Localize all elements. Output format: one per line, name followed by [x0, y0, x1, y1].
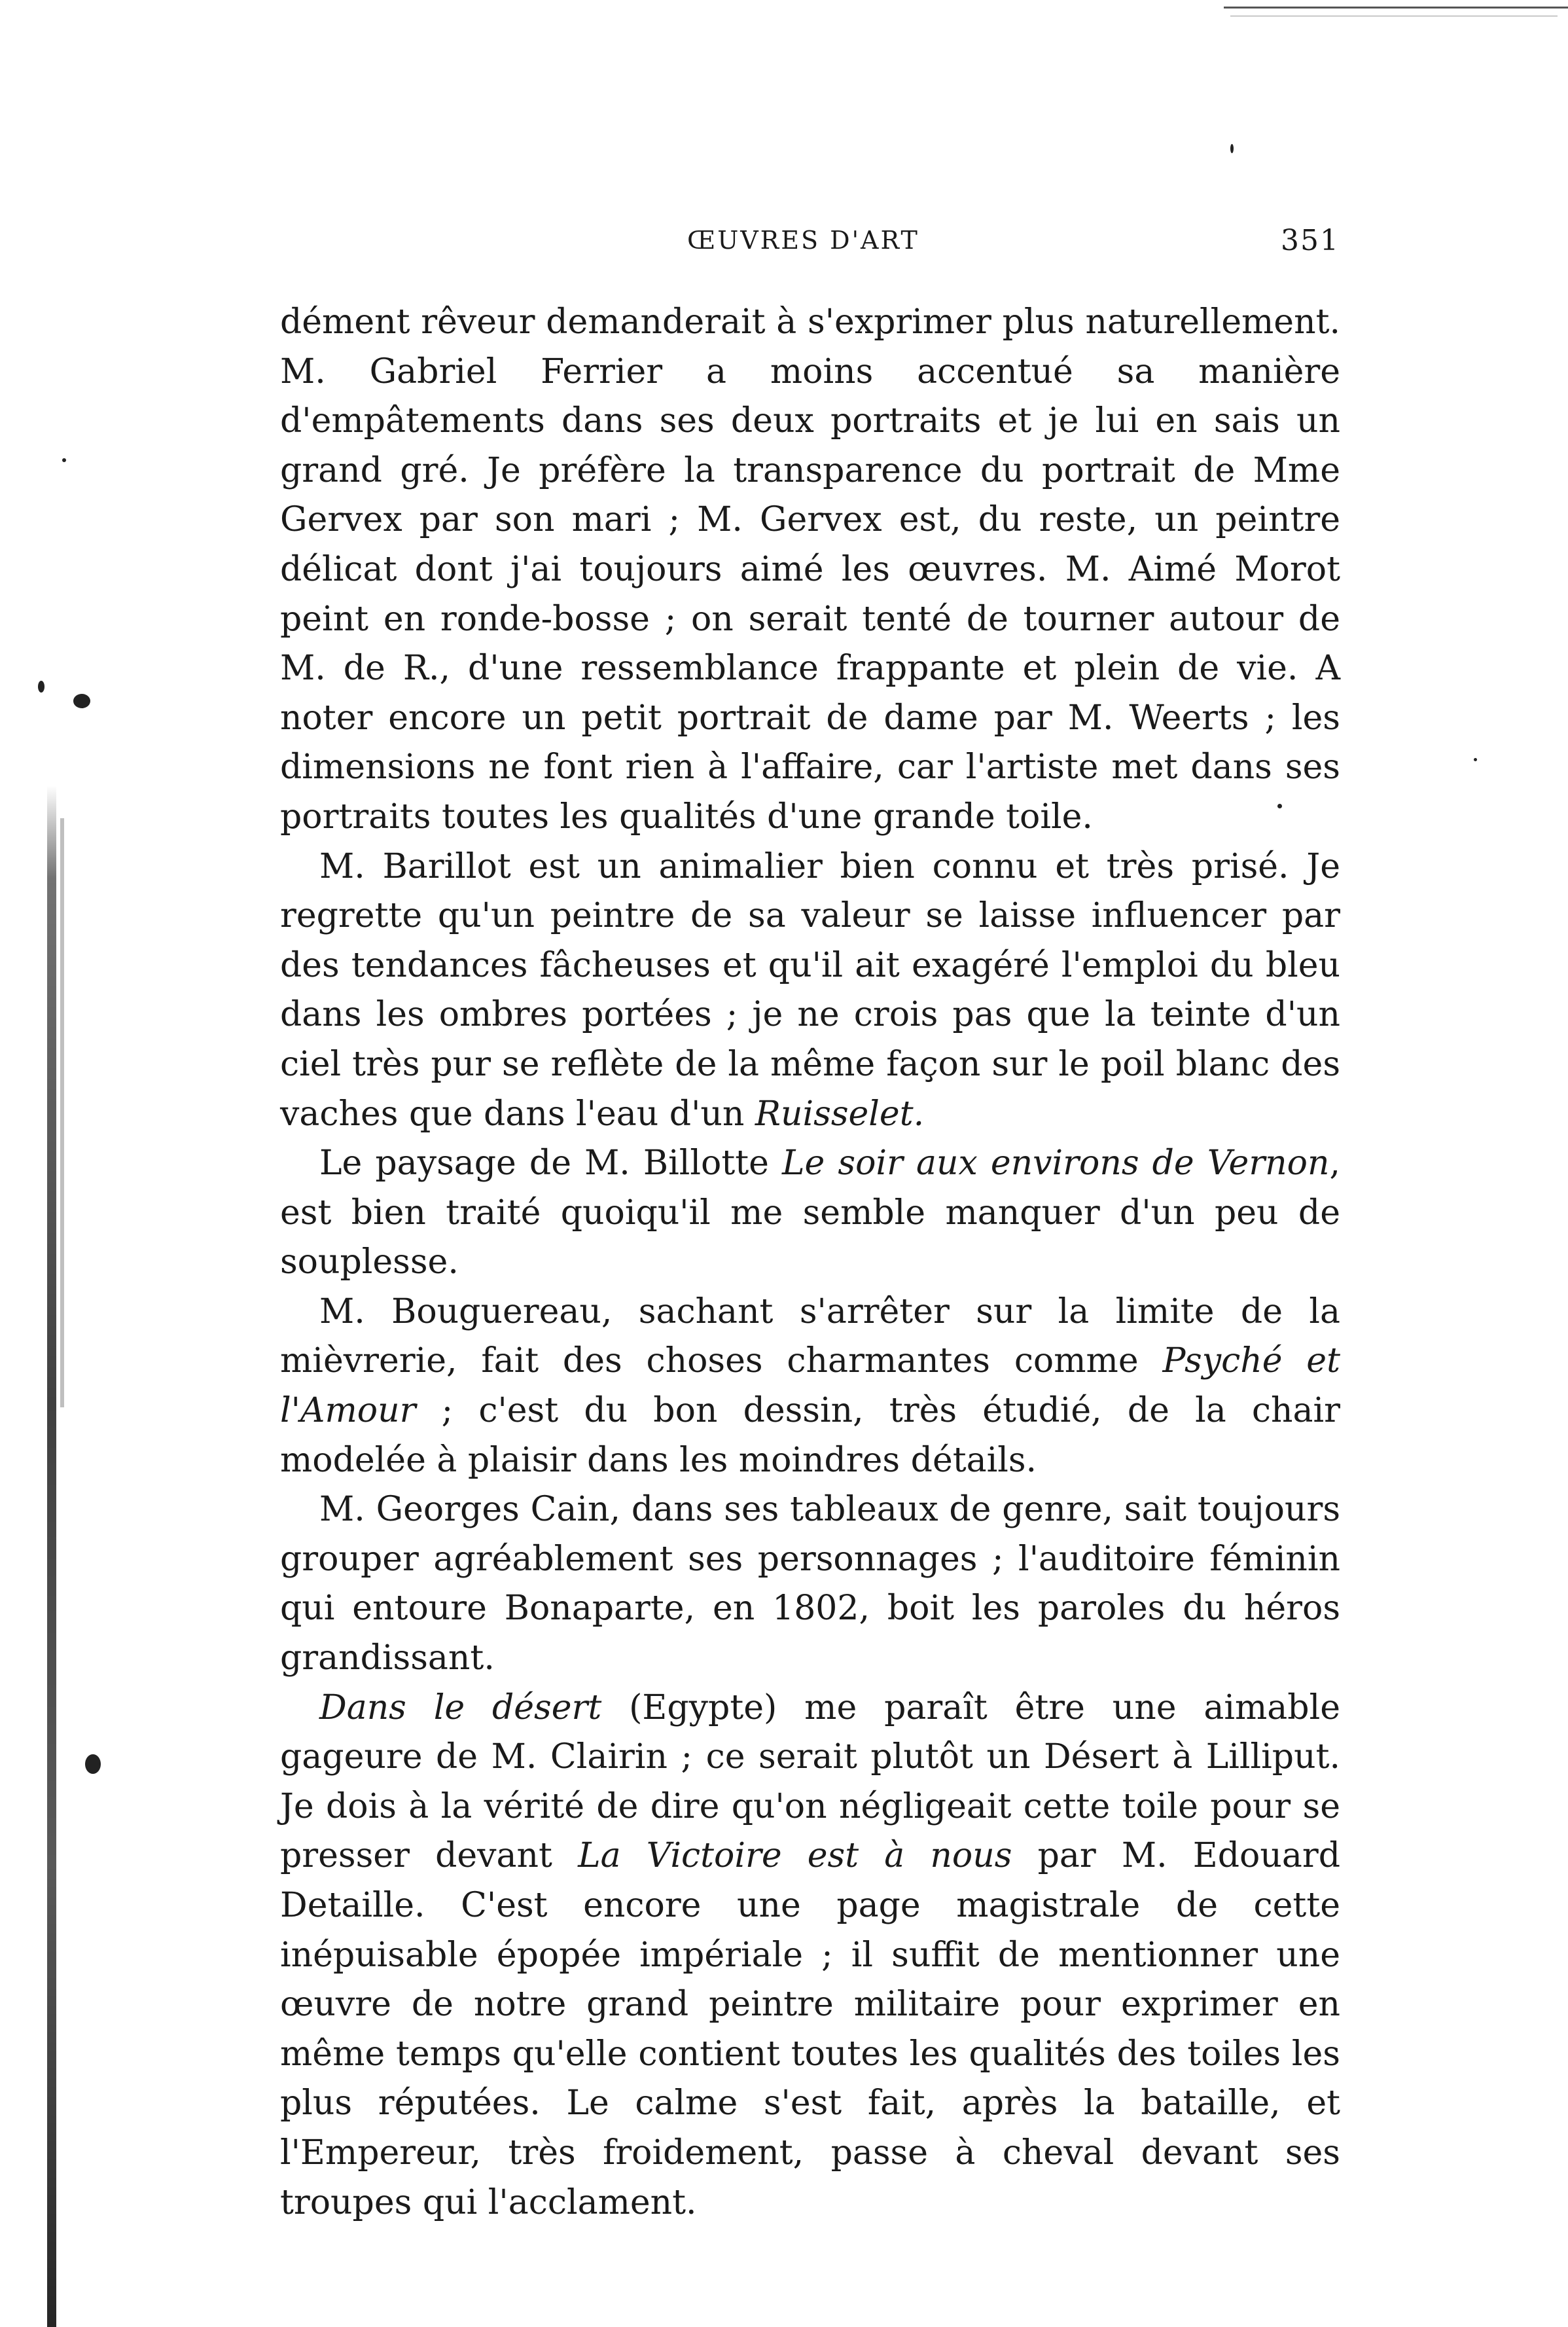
scan-speck [1474, 758, 1477, 761]
running-head: ŒUVRES D'ART [687, 226, 919, 255]
scan-speck [1230, 144, 1234, 153]
paragraph [280, 1288, 1340, 1485]
text-run: Le paysage de M. Billotte [319, 1144, 783, 1183]
text-run: ; c'est du bon dessin, très étudié, de la chair modelée à plaisir dans les moindres détails. [280, 1391, 1340, 1480]
scan-top-rule [1224, 7, 1568, 9]
text-run: dément rêveur demanderait à s'exprimer plus naturellement. M. Gabriel Ferrier a moins accentué sa manière d'empâtements dans ses deux portraits et je lui en sais un grand gré. Je préfère la transparence du portrait de Mme Gervex par son mari ; M. Gervex est, du reste, un peintre délicat dont j'ai toujours aimé les œuvres. M. Aimé Morot peint en ronde-bosse ; on serait tenté de tourner autour de M. de R., d'une ressemblance frappante et plein de vie. A noter encore un petit portrait de dame par M. Weerts ; les dimensions ne font rien à l'affaire, car l'artiste met dans ses portraits toutes les qualités d'une grande toile. [280, 302, 1340, 837]
text-run: par M. Edouard Detaille. C'est encore une page magistrale de cette inépuisable épopée impériale ; il suffit de mentionner une œuvre de notre grand peintre militaire pour exprimer en même temps qu'elle contient toutes les qualités des toiles les plus réputées. Le calme s'est fait, après la bataille, et l'Empereur, très froidement, passe à cheval devant ses troupes qui l'acclament. [280, 1836, 1340, 2222]
scan-speck [73, 694, 90, 708]
italic-title: Ruisselet. [755, 1094, 925, 1134]
scan-speck [38, 681, 45, 693]
italic-title: La Victoire est à nous [578, 1836, 1012, 1876]
paragraph [280, 842, 1340, 1140]
scan-speck [85, 1754, 101, 1774]
text-run: M. Barillot est un animalier bien connu et très prisé. Je regrette qu'un peintre de sa valeur se laisse influencer par des tendances fâcheuses et qu'il ait exagéré l'emploi du bleu dans les ombres portées ; je ne crois pas que la teinte d'un ciel très pur se reflète de la même façon sur le poil blanc des vaches que dans l'eau d'un [280, 846, 1340, 1134]
text-run: , est bien traité quoiqu'il me semble manquer d'un peu de souplesse. [280, 1144, 1340, 1282]
scan-speck [1277, 804, 1282, 808]
text-run: (Egypte) me paraît être une aimable gageure de M. Clairin ; ce serait plutôt un Désert à Lilliput. Je dois à la vérité de dire qu'on négligeait cette toile pour se presser devant [280, 1687, 1340, 1876]
italic-title: Psyché et l'Amour [280, 1341, 1340, 1431]
scan-speck [62, 458, 66, 462]
paragraph [280, 298, 1340, 842]
text-run: M. Bouguereau, sachant s'arrêter sur la limite de la mièvrerie, fait des choses charmantes comme [280, 1291, 1340, 1381]
scan-gutter-shadow-secondary [60, 818, 64, 1407]
scan-gutter-shadow [47, 785, 56, 2327]
paragraph [280, 1485, 1340, 1683]
page-number: 351 [1281, 224, 1340, 257]
body-text [280, 298, 1340, 2228]
paragraph [280, 1139, 1340, 1288]
italic-title: Le soir aux environs de Vernon [782, 1144, 1330, 1183]
paragraph [280, 1684, 1340, 2228]
italic-title: Dans le désert [319, 1687, 602, 1727]
text-run: M. Georges Cain, dans ses tableaux de genre, sait toujours grouper agréablement ses personnages ; l'auditoire féminin qui entoure Bonaparte, en 1802, boit les paroles du héros grandissant. [280, 1490, 1340, 1678]
